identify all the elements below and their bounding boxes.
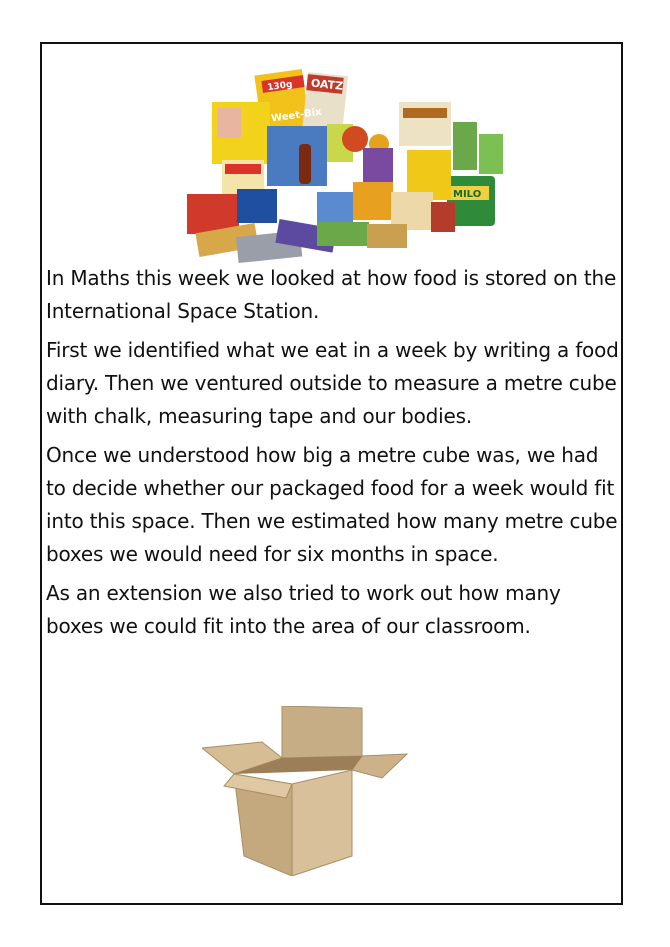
svg-text:Weet-Bix: Weet-Bix [270, 106, 323, 125]
document-page [40, 42, 623, 905]
article-text [46, 262, 621, 649]
svg-text:130g: 130g [266, 79, 294, 94]
svg-text:MILO: MILO [453, 189, 482, 200]
paragraph-intro: In Maths this week we looked at how food is stored on the International Space Station. [46, 266, 617, 323]
paragraph-food-diary: First we identified what we eat in a week by writing a food diary. Then we ventured outside to measure a metre cube with chalk, measuring tape and our bodies. [46, 338, 619, 428]
packaged-food-image [167, 64, 517, 269]
paragraph-metre-cube: Once we understood how big a metre cube was, we had to decide whether our packaged food for a week would fit into this space. Then we estimated how many metre cube boxes we would need for six months in space. [46, 443, 618, 566]
paragraph-extension: As an extension we also tried to work out how many boxes we could fit into the area of our classroom. [46, 581, 561, 638]
cardboard-box-image [202, 706, 412, 876]
svg-text:OATZ: OATZ [310, 76, 344, 93]
